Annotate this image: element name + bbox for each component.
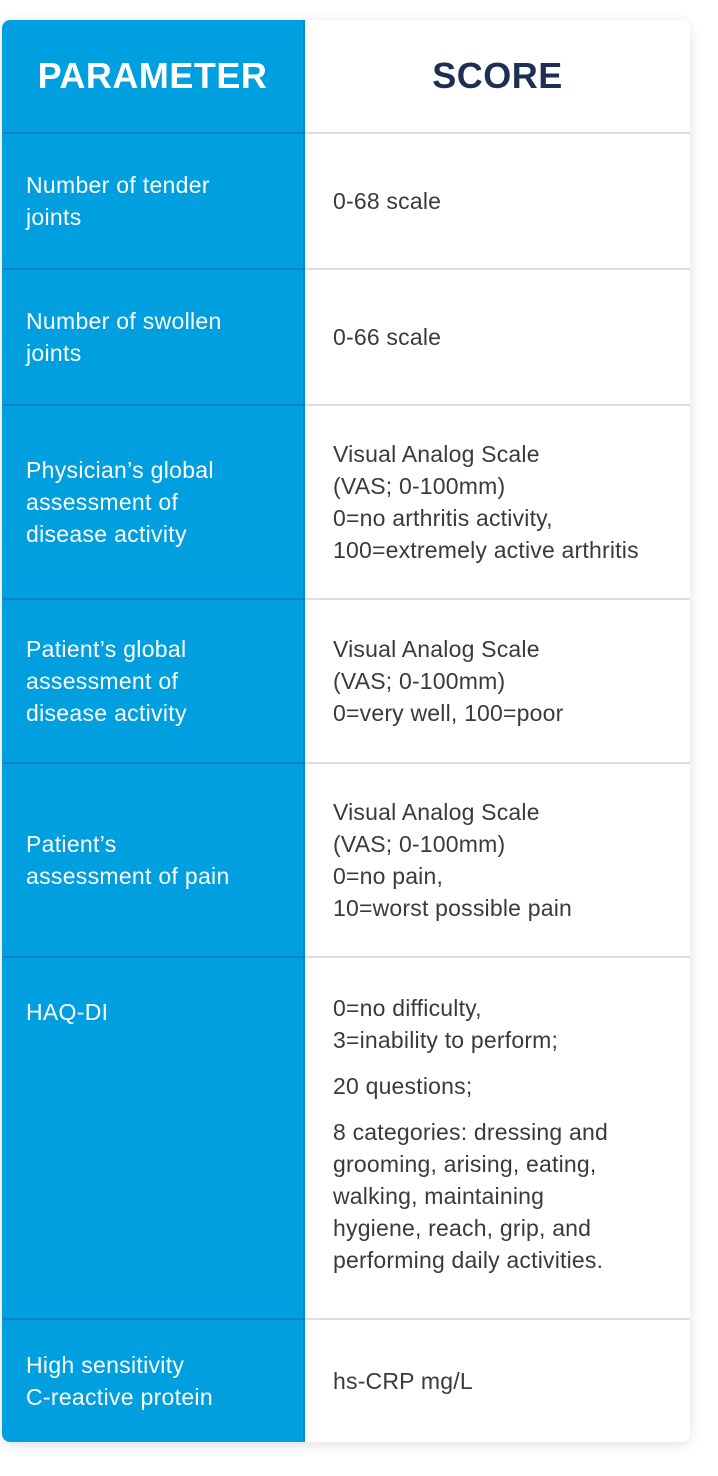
score-paragraph xyxy=(333,796,666,924)
parameter-cell-haq-di xyxy=(2,958,305,1320)
score-text-line: 0-66 scale xyxy=(333,324,442,350)
parameter-cell-patient-s-global-assessment-of-disease-activity xyxy=(2,600,305,764)
parameter-cell-physician-s-global-assessment-of-disease-activity xyxy=(2,406,305,600)
score-text-line: 3=inability to perform; xyxy=(333,1027,559,1053)
parameter-text-line: disease activity xyxy=(26,700,187,726)
score-table xyxy=(2,20,690,1442)
score-cell-physician-s-global-assessment-of-disease-activity xyxy=(305,406,690,600)
score-text-line: (VAS; 0-100mm) xyxy=(333,473,506,499)
parameter-text-line: Patient’s global xyxy=(26,636,187,662)
score-cell-high-sensitivity-c-reactive-protein xyxy=(305,1320,690,1442)
parameter-text-line: High sensitivity xyxy=(26,1352,185,1378)
score-text-line: 0=no arthritis activity, xyxy=(333,505,553,531)
parameter-cell-number-of-swollen-joints xyxy=(2,270,305,406)
score-paragraph xyxy=(333,633,666,729)
score-paragraph xyxy=(333,185,666,217)
column-header-score: SCORE xyxy=(305,20,690,134)
score-cell-patient-s-global-assessment-of-disease-activity xyxy=(305,600,690,764)
parameter-text-line: C-reactive protein xyxy=(26,1384,213,1410)
score-paragraph xyxy=(333,992,666,1056)
score-text-line: walking, maintaining xyxy=(333,1183,545,1209)
score-text-line: Visual Analog Scale xyxy=(333,636,540,662)
parameter-cell-number-of-tender-joints xyxy=(2,134,305,270)
parameter-text-line: Number of tender xyxy=(26,172,210,198)
parameter-text-line: joints xyxy=(26,340,82,366)
parameter-text-line: assessment of xyxy=(26,489,179,515)
score-text-line: 0=very well, 100=poor xyxy=(333,700,564,726)
score-text-line: 10=worst possible pain xyxy=(333,895,573,921)
score-text-line: Visual Analog Scale xyxy=(333,799,540,825)
parameter-text-line: assessment of xyxy=(26,668,179,694)
parameter-text-line: joints xyxy=(26,204,82,230)
score-text-line: (VAS; 0-100mm) xyxy=(333,668,506,694)
score-text-line: 100=extremely active arthritis xyxy=(333,537,639,563)
score-cell-number-of-tender-joints xyxy=(305,134,690,270)
score-paragraph xyxy=(333,1116,666,1276)
parameter-cell-high-sensitivity-c-reactive-protein xyxy=(2,1320,305,1442)
score-text-line: hs-CRP mg/L xyxy=(333,1368,473,1394)
parameter-text-line: HAQ-DI xyxy=(26,999,109,1025)
score-paragraph xyxy=(333,1070,666,1102)
score-cell-haq-di xyxy=(305,958,690,1320)
parameter-text-line: Physician’s global xyxy=(26,457,214,483)
score-text-line: 0=no difficulty, xyxy=(333,995,482,1021)
score-text-line: grooming, arising, eating, xyxy=(333,1151,597,1177)
score-text-line: 8 categories: dressing and xyxy=(333,1119,608,1145)
score-text-line: (VAS; 0-100mm) xyxy=(333,831,506,857)
parameter-text-line: assessment of pain xyxy=(26,863,230,889)
parameter-text-line: Number of swollen xyxy=(26,308,222,334)
parameter-cell-patient-s-assessment-of-pain xyxy=(2,764,305,958)
parameter-text-line: disease activity xyxy=(26,521,187,547)
score-text-line: Visual Analog Scale xyxy=(333,441,540,467)
column-header-parameter: PARAMETER xyxy=(2,20,305,134)
score-paragraph xyxy=(333,321,666,353)
score-text-line: 0-68 scale xyxy=(333,188,442,214)
parameter-text-line: Patient’s xyxy=(26,831,117,857)
score-cell-patient-s-assessment-of-pain xyxy=(305,764,690,958)
score-text-line: performing daily activities. xyxy=(333,1247,604,1273)
score-text-line: hygiene, reach, grip, and xyxy=(333,1215,592,1241)
score-table-card xyxy=(2,20,690,1442)
score-paragraph xyxy=(333,1365,666,1397)
score-text-line: 0=no pain, xyxy=(333,863,444,889)
score-paragraph xyxy=(333,438,666,566)
score-cell-number-of-swollen-joints xyxy=(305,270,690,406)
score-text-line: 20 questions; xyxy=(333,1073,473,1099)
